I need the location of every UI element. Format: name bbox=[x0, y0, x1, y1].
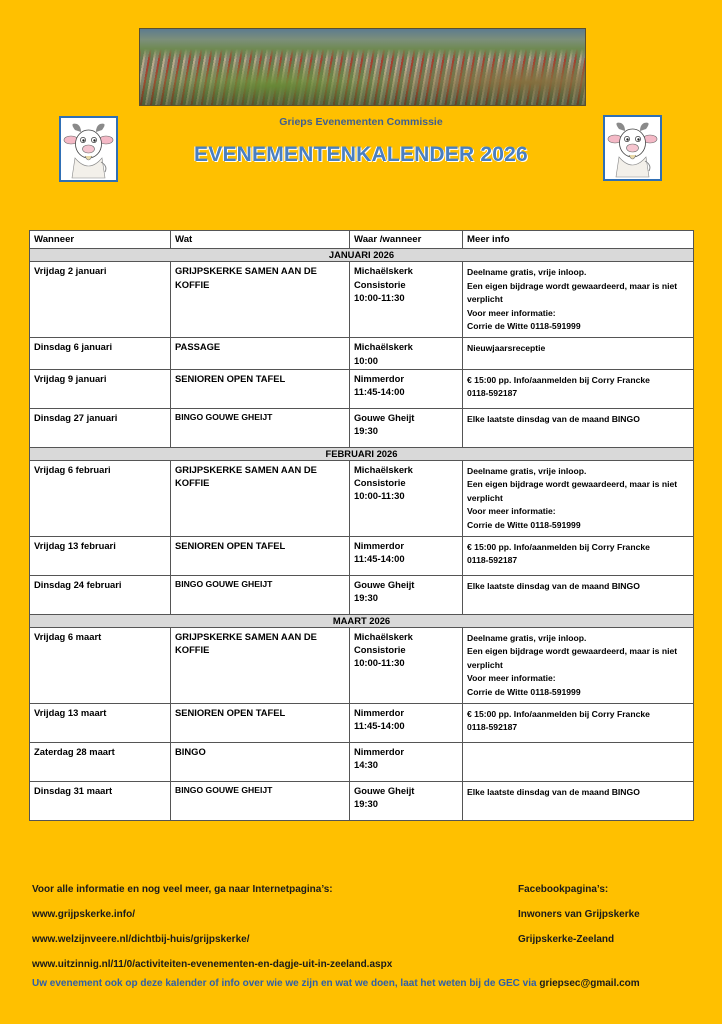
info-line: Een eigen bijdrage wordt gewaardeerd, maar is niet verplicht bbox=[467, 280, 678, 305]
event-title: GRIJPSKERKE SAMEN AAN DE KOFFIE bbox=[171, 262, 350, 338]
event-location-time bbox=[350, 408, 463, 447]
location-line: 11:45-14:00 bbox=[354, 720, 405, 732]
committee-name: Grieps Evenementen Commissie bbox=[279, 116, 443, 128]
month-row bbox=[30, 447, 694, 460]
column-header-wanneer: Wanneer bbox=[30, 231, 171, 249]
event-date: Vrijdag 6 februari bbox=[30, 460, 171, 536]
footer-links bbox=[32, 883, 502, 983]
location-line: Michaëlskerk bbox=[354, 463, 413, 475]
location-line: 11:45-14:00 bbox=[354, 386, 405, 398]
info-line: Voor meer informatie: bbox=[467, 307, 556, 318]
info-line: Deelname gratis, vrije inloop. bbox=[467, 267, 587, 278]
contact-note bbox=[32, 978, 702, 989]
event-row bbox=[30, 338, 694, 370]
info-line: 0118-592187 bbox=[467, 388, 518, 399]
event-row bbox=[30, 460, 694, 536]
event-title: PASSAGE bbox=[171, 338, 350, 370]
location-line: 19:30 bbox=[354, 798, 378, 810]
table-header-row bbox=[30, 231, 694, 249]
event-info bbox=[463, 703, 694, 742]
facebook-page[interactable]: Grijpskerke-Zeeland bbox=[518, 934, 615, 945]
month-heading: MAART 2026 bbox=[30, 614, 694, 627]
location-line: 10:00-11:30 bbox=[354, 657, 405, 669]
facebook-pages bbox=[518, 883, 698, 958]
event-info bbox=[463, 338, 694, 370]
event-location-time bbox=[350, 460, 463, 536]
event-row bbox=[30, 575, 694, 614]
location-line: Consistorie bbox=[354, 644, 406, 656]
location-line: Michaëlskerk bbox=[354, 341, 413, 353]
location-line: Michaëlskerk bbox=[354, 630, 413, 642]
info-line: 0118-592187 bbox=[467, 555, 518, 566]
location-line: Nimmerdor bbox=[354, 539, 405, 551]
event-date: Vrijdag 6 maart bbox=[30, 627, 171, 703]
location-line: Consistorie bbox=[354, 477, 406, 489]
location-line: Gouwe Gheijt bbox=[354, 784, 415, 796]
month-heading: FEBRUARI 2026 bbox=[30, 447, 694, 460]
event-row bbox=[30, 536, 694, 575]
event-row bbox=[30, 703, 694, 742]
event-row bbox=[30, 408, 694, 447]
info-line: Deelname gratis, vrije inloop. bbox=[467, 632, 587, 643]
month-heading: JANUARI 2026 bbox=[30, 249, 694, 262]
location-line: 10:00-11:30 bbox=[354, 490, 405, 502]
footer-link[interactable]: www.uitzinnig.nl/11/0/activiteiten-evenementen-en-dagje-uit-in-zeeland.aspx bbox=[32, 959, 393, 970]
event-location-time bbox=[350, 781, 463, 820]
column-header-waar: Waar /wanneer bbox=[350, 231, 463, 249]
event-info bbox=[463, 369, 694, 408]
event-title: SENIOREN OPEN TAFEL bbox=[171, 536, 350, 575]
event-title: SENIOREN OPEN TAFEL bbox=[171, 369, 350, 408]
event-location-time bbox=[350, 369, 463, 408]
event-location-time bbox=[350, 338, 463, 370]
footer-link[interactable]: www.grijpskerke.info/ bbox=[32, 909, 135, 920]
footer-intro: Voor alle informatie en nog veel meer, ga naar Internetpagina’s: bbox=[32, 884, 333, 895]
column-header-wat: Wat bbox=[171, 231, 350, 249]
contact-email-link[interactable]: griepsec@gmail.com bbox=[539, 978, 640, 989]
event-location-time bbox=[350, 536, 463, 575]
location-line: 10:00-11:30 bbox=[354, 291, 405, 303]
event-info bbox=[463, 627, 694, 703]
info-line: Elke laatste dinsdag van de maand BINGO bbox=[467, 580, 640, 591]
aerial-village-photo bbox=[139, 28, 586, 106]
event-info bbox=[463, 575, 694, 614]
location-line: Michaëlskerk bbox=[354, 265, 413, 277]
event-title: GRIJPSKERKE SAMEN AAN DE KOFFIE bbox=[171, 627, 350, 703]
location-line: Gouwe Gheijt bbox=[354, 411, 415, 423]
event-title: SENIOREN OPEN TAFEL bbox=[171, 703, 350, 742]
location-line: Nimmerdor bbox=[354, 706, 405, 718]
facebook-page[interactable]: Inwoners van Grijpskerke bbox=[518, 909, 640, 920]
event-row bbox=[30, 627, 694, 703]
event-info bbox=[463, 536, 694, 575]
event-title: BINGO GOUWE GHEIJT bbox=[171, 575, 350, 614]
location-line: 11:45-14:00 bbox=[354, 553, 405, 565]
location-line: 19:30 bbox=[354, 592, 378, 604]
month-row bbox=[30, 614, 694, 627]
contact-note-text: Uw evenement ook op deze kalender of info over wie we zijn en wat we doen, laat het weten bij de GEC via bbox=[32, 978, 540, 989]
location-line: 14:30 bbox=[354, 759, 378, 771]
event-row bbox=[30, 262, 694, 338]
event-location-time bbox=[350, 742, 463, 781]
facebook-title: Facebookpagina’s: bbox=[518, 884, 609, 895]
info-line: € 15:00 pp. Info/aanmelden bij Corry Francke bbox=[467, 708, 650, 719]
event-date: Zaterdag 28 maart bbox=[30, 742, 171, 781]
info-line: Elke laatste dinsdag van de maand BINGO bbox=[467, 786, 640, 797]
info-line: Een eigen bijdrage wordt gewaardeerd, maar is niet verplicht bbox=[467, 479, 678, 503]
event-location-time bbox=[350, 703, 463, 742]
event-row bbox=[30, 781, 694, 820]
info-line: Voor meer informatie: bbox=[467, 673, 556, 684]
event-date: Vrijdag 13 maart bbox=[30, 703, 171, 742]
event-date: Dinsdag 6 januari bbox=[30, 338, 171, 370]
event-title: BINGO bbox=[171, 742, 350, 781]
page-title: EVENEMENTENKALENDER 2026 bbox=[194, 143, 528, 166]
location-line: Nimmerdor bbox=[354, 372, 405, 384]
event-title: GRIJPSKERKE SAMEN AAN DE KOFFIE bbox=[171, 460, 350, 536]
event-location-time bbox=[350, 627, 463, 703]
event-date: Dinsdag 31 maart bbox=[30, 781, 171, 820]
info-line: € 15:00 pp. Info/aanmelden bij Corry Francke bbox=[467, 541, 650, 552]
event-date: Vrijdag 13 februari bbox=[30, 536, 171, 575]
event-row bbox=[30, 742, 694, 781]
event-row bbox=[30, 369, 694, 408]
event-info bbox=[463, 262, 694, 338]
footer-link[interactable]: www.welzijnveere.nl/dichtbij-huis/grijpskerke/ bbox=[32, 934, 250, 945]
event-date: Dinsdag 27 januari bbox=[30, 408, 171, 447]
info-line: € 15:00 pp. Info/aanmelden bij Corry Francke bbox=[467, 374, 650, 385]
info-line: Een eigen bijdrage wordt gewaardeerd, maar is niet verplicht bbox=[467, 646, 678, 670]
calendar-body bbox=[30, 249, 694, 821]
month-row bbox=[30, 249, 694, 262]
info-line: Elke laatste dinsdag van de maand BINGO bbox=[467, 413, 640, 424]
event-date: Vrijdag 2 januari bbox=[30, 262, 171, 338]
event-location-time bbox=[350, 575, 463, 614]
event-title: BINGO GOUWE GHEIJT bbox=[171, 408, 350, 447]
event-info bbox=[463, 781, 694, 820]
event-info bbox=[463, 460, 694, 536]
location-line: Consistorie bbox=[354, 278, 406, 290]
event-location-time bbox=[350, 262, 463, 338]
info-line: Corrie de Witte 0118-591999 bbox=[467, 519, 581, 530]
event-title: BINGO GOUWE GHEIJT bbox=[171, 781, 350, 820]
info-line: Deelname gratis, vrije inloop. bbox=[467, 465, 587, 476]
location-line: 10:00 bbox=[354, 354, 378, 366]
location-line: Gouwe Gheijt bbox=[354, 578, 415, 590]
info-line: 0118-592187 bbox=[467, 722, 518, 733]
info-line: Corrie de Witte 0118-591999 bbox=[467, 321, 581, 332]
location-line: Nimmerdor bbox=[354, 745, 405, 757]
event-info bbox=[463, 742, 694, 781]
info-line: Voor meer informatie: bbox=[467, 506, 556, 517]
event-calendar-table bbox=[29, 230, 694, 821]
info-line: Corrie de Witte 0118-591999 bbox=[467, 686, 581, 697]
event-date: Dinsdag 24 februari bbox=[30, 575, 171, 614]
event-date: Vrijdag 9 januari bbox=[30, 369, 171, 408]
event-info bbox=[463, 408, 694, 447]
info-line: Nieuwjaarsreceptie bbox=[467, 343, 546, 354]
column-header-meer-info: Meer info bbox=[463, 231, 694, 249]
location-line: 19:30 bbox=[354, 425, 378, 437]
